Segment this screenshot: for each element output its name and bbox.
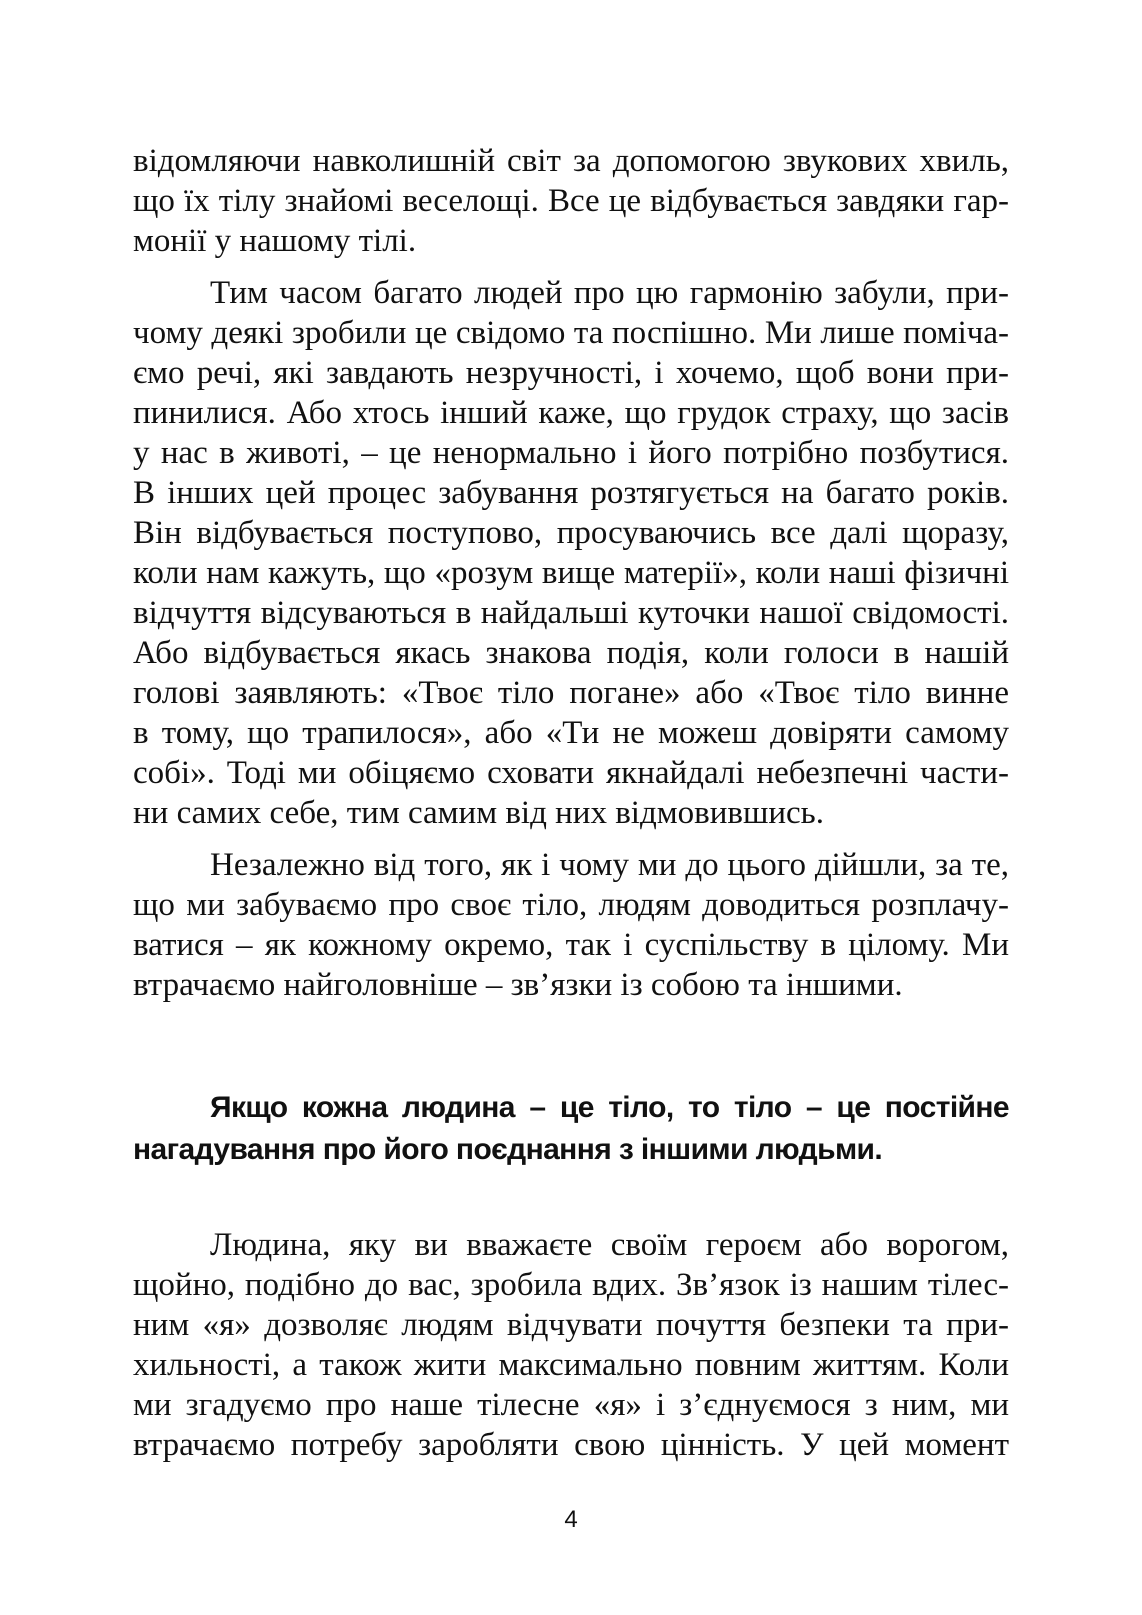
text-line: ватися – як кожному окремо, так і суспільству в цілому. Ми	[133, 927, 1009, 963]
text-line: коли нам кажуть, що «розум вище матерії», коли наші фізичні	[133, 555, 1009, 591]
text-line: голові заявляють: «Твоє тіло погане» або «Твоє тіло винне	[133, 675, 1009, 711]
text-line: монії у нашому тілі.	[133, 223, 417, 259]
text-line: втрачаємо потребу заробляти свою цінність. У цей момент	[133, 1427, 1009, 1463]
text-line: у нас в животі, – це ненормально і його потрібно позбутися.	[133, 435, 1009, 471]
text-line: Він відбувається поступово, просуваючись все далі щоразу,	[133, 515, 1009, 551]
page-number: 4	[564, 1506, 578, 1533]
text-line: ми згадуємо про наше тілесне «я» і з’єднуємося з ним, ми	[133, 1387, 1009, 1423]
text-line: що їх тілу знайомі веселощі. Все це відбувається завдяки гар-	[133, 183, 1009, 219]
text-line: ємо речі, які завдають незручності, і хочемо, щоб вони при-	[133, 355, 1009, 391]
text-line: втрачаємо найголовніше – зв’язки із собою та іншими.	[133, 967, 903, 1003]
text-line: В інших цей процес забування розтягується на багато років.	[133, 475, 1009, 511]
heading-line: нагадування про його поєднання з іншими людьми.	[133, 1133, 883, 1166]
text-line: хильності, а також жити максимально повним життям. Коли	[133, 1347, 1009, 1383]
text-line: відчуття відсуваються в найдальші куточки нашої свідомості.	[133, 595, 1009, 631]
text-line: ним «я» дозволяє людям відчувати почуття безпеки та при-	[133, 1307, 1009, 1343]
text-line: Тим часом багато людей про цю гармонію забули, при-	[210, 275, 1009, 311]
text-line: Людина, яку ви вважаєте своїм героєм або ворогом,	[210, 1227, 1009, 1263]
text-line: відомляючи навколишній світ за допомогою звукових хвиль,	[133, 143, 1009, 179]
text-line: Або відбувається якась знакова подія, коли голоси в нашій	[133, 635, 1009, 671]
text-line: щойно, подібно до вас, зробила вдих. Зв’язок із нашим тілес-	[133, 1267, 1009, 1303]
text-line: Незалежно від того, як і чому ми до цього дійшли, за те,	[210, 847, 1009, 883]
text-line: що ми забуваємо про своє тіло, людям доводиться розплачу-	[133, 887, 1009, 923]
text-line: пинилися. Або хтось інший каже, що грудок страху, що засів	[133, 395, 1009, 431]
text-line: в тому, що трапилося», або «Ти не можеш довіряти самому	[133, 715, 1009, 751]
text-line: чому деякі зробили це свідомо та поспішно. Ми лише поміча-	[133, 315, 1009, 351]
heading-line: Якщо кожна людина – це тіло, то тіло – це постійне	[210, 1091, 1009, 1124]
text-line: собі». Тоді ми обіцяємо сховати якнайдалі небезпечні части-	[133, 755, 1009, 791]
text-line: ни самих себе, тим самим від них відмовившись.	[133, 795, 824, 831]
